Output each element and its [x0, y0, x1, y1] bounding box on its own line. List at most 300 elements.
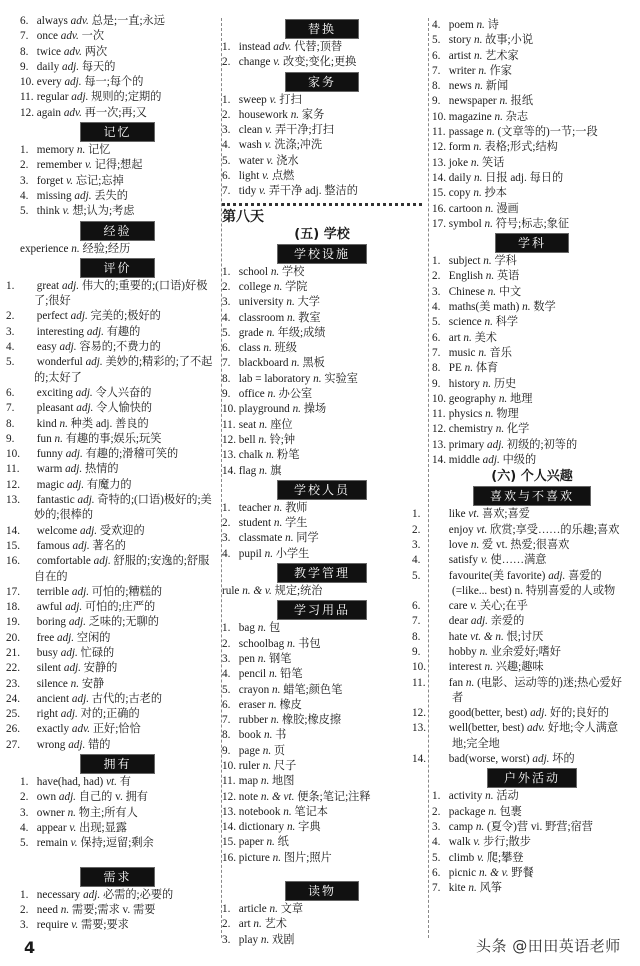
entry-number: 7. — [222, 714, 231, 727]
entry-word: teacher — [238, 501, 272, 514]
entry-definition: 班级 — [274, 342, 297, 355]
section-header-staff: 学校人员 — [278, 481, 366, 499]
entry-word: activity — [448, 790, 483, 803]
entry-word: school — [238, 265, 269, 278]
entry-part-of-speech: n. — [259, 418, 268, 431]
entry-definition: 橡胶;橡皮擦 — [281, 714, 342, 727]
entry-number: 14. — [432, 454, 446, 467]
entry-definition: 错的 — [88, 738, 111, 751]
entry-word: note — [238, 790, 259, 803]
entry-word: bell — [238, 433, 256, 446]
entry-definition: 正好;恰恰 — [92, 723, 141, 736]
reading-list-continued — [432, 18, 632, 232]
entry-word: need — [36, 903, 58, 916]
vocab-entry — [432, 422, 632, 437]
entry-number: 3. — [412, 538, 421, 551]
entry-number: 11. — [432, 126, 446, 139]
entry-word: wash — [238, 139, 262, 152]
entry-number: 2. — [222, 637, 231, 650]
entry-number: 14. — [432, 171, 446, 184]
replace-list — [222, 40, 422, 71]
need-list — [20, 888, 215, 934]
entry-word: pleasant — [36, 402, 74, 415]
entry-definition: 学院 — [285, 280, 308, 293]
vocab-entry — [222, 464, 422, 479]
entry-definition: 家务 — [301, 108, 325, 121]
vocab-entry — [432, 269, 632, 284]
entry-part-of-speech: v. — [273, 56, 281, 69]
entry-number: 4. — [222, 547, 231, 560]
entry-number: 1. — [20, 144, 29, 157]
entry-number: 13. — [222, 805, 236, 818]
entry-part-of-speech: adj. — [71, 692, 89, 705]
entry-part-of-speech: n. — [482, 377, 492, 390]
entry-part-of-speech: v. — [69, 821, 77, 834]
day-title: 第八天 — [222, 208, 264, 225]
entry-part-of-speech: v. — [262, 170, 270, 183]
entry-part-of-speech: n. — [484, 316, 493, 329]
vocab-entry — [222, 713, 422, 728]
vocab-entry — [412, 721, 632, 752]
entry-number: 12. — [432, 141, 446, 154]
vocab-entry — [20, 790, 215, 805]
entry-part-of-speech: n. — [262, 744, 272, 757]
entry-word: package — [448, 805, 486, 818]
vocab-entry — [222, 531, 422, 546]
entry-number: 6. — [432, 866, 441, 879]
entry-word: picture — [238, 851, 270, 864]
entry-number: 13. — [222, 449, 236, 462]
entry-definition: 喜欢;喜爱 — [482, 508, 530, 521]
entry-definition: 爱 vt. 热爱;很喜欢 — [482, 538, 570, 551]
vocab-entry — [432, 789, 632, 804]
vocab-entry — [20, 189, 215, 204]
section-header-experience: 经验 — [81, 222, 153, 240]
entry-part-of-speech: n. — [262, 759, 272, 772]
entry-word: remember — [36, 159, 83, 172]
entry-definition: 舒服的;安逸的;舒服自在的 — [34, 555, 210, 583]
entry-number: 3. — [432, 820, 441, 833]
entry-part-of-speech: n. — [54, 432, 63, 445]
entry-part-of-speech: n. — [484, 217, 493, 230]
entry-number: 9. — [6, 432, 15, 445]
entry-part-of-speech: n. — [478, 346, 487, 359]
entry-definition: 故事;小说 — [485, 34, 534, 47]
entry-part-of-speech: n. — [267, 388, 276, 401]
entry-part-of-speech: adv. — [273, 41, 292, 53]
vocab-entry — [412, 645, 632, 660]
entry-definition: 丢失的 — [94, 189, 128, 202]
vocab-entry — [432, 140, 632, 155]
entry-number: 5. — [20, 837, 29, 850]
entry-part-of-speech: n. — [259, 464, 268, 477]
entry-number: 5. — [6, 356, 15, 369]
section-header-supplies: 学习用品 — [278, 601, 366, 619]
vocab-entry — [432, 254, 632, 269]
vocab-entry — [222, 295, 422, 310]
entry-word: appear — [36, 821, 67, 834]
entry-part-of-speech: n. — [286, 637, 296, 650]
vocab-entry — [432, 79, 632, 94]
entry-word: lab = laboratory — [238, 372, 311, 385]
entry-definition: 表格;形式;结构 — [484, 141, 558, 154]
entry-word: rubber — [238, 714, 268, 727]
school-title: (五) 学校 — [294, 226, 350, 242]
entry-number: 4. — [222, 139, 231, 152]
vocab-entry — [432, 407, 632, 422]
entry-number: 5. — [432, 851, 441, 864]
vocab-entry — [6, 585, 215, 600]
entry-word: English — [448, 270, 483, 283]
entry-number: 7. — [20, 30, 29, 43]
entry-word: eraser — [238, 698, 266, 711]
entry-part-of-speech: v. — [477, 851, 485, 864]
entry-number: 9. — [432, 95, 441, 108]
entry-definition: 可怕的;糟糕的 — [91, 585, 163, 598]
entry-word: chalk — [238, 449, 264, 462]
entry-part-of-speech: n. — [264, 547, 273, 560]
vocab-entry — [412, 507, 632, 522]
entry-part-of-speech: adj. — [71, 585, 89, 598]
entry-word: hate — [448, 630, 468, 643]
entry-number: 11. — [222, 418, 236, 431]
entry-part-of-speech: adj. — [60, 708, 78, 721]
entry-number: 2. — [222, 56, 231, 69]
entry-part-of-speech: adj. — [76, 402, 94, 415]
entry-word: PE — [448, 362, 462, 375]
vocab-entry — [432, 361, 632, 376]
entry-number: 17. — [6, 585, 20, 598]
entry-number: 27. — [6, 738, 20, 751]
entry-number: 15. — [432, 187, 446, 200]
entry-definition: 学生 — [285, 517, 308, 530]
entry-number: 7. — [432, 64, 441, 77]
entry-part-of-speech: n. — [474, 80, 483, 93]
vocab-entry — [432, 285, 632, 300]
entry-definition: 地图 — [272, 775, 295, 788]
vocab-entry — [222, 123, 422, 138]
vocab-entry — [222, 372, 422, 387]
entry-word: experience — [20, 242, 69, 255]
entry-number: 6. — [222, 170, 231, 183]
entry-definition: 自己的 v. 拥有 — [78, 791, 148, 804]
entry-word: classroom — [238, 311, 285, 324]
entry-definition: 关心;在乎 — [479, 600, 528, 613]
entry-word: owner — [36, 806, 65, 819]
entry-definition: 令人兴奋的 — [95, 386, 152, 399]
entry-part-of-speech: n. — [479, 645, 488, 658]
vocab-entry — [6, 707, 215, 722]
entry-word: awful — [36, 601, 63, 614]
vocab-entry — [432, 805, 632, 820]
staff-list — [222, 501, 422, 562]
entry-number: 6. — [6, 386, 15, 399]
vocab-entry — [432, 156, 632, 171]
entry-definition: 文章 — [280, 903, 304, 916]
entry-definition: 教室 — [298, 311, 321, 324]
vocab-entry — [20, 888, 215, 903]
entry-part-of-speech: n. — [266, 326, 275, 339]
entry-part-of-speech: n. — [292, 403, 301, 416]
vocab-entry — [432, 110, 632, 125]
entry-part-of-speech: n. — [76, 144, 86, 157]
entry-part-of-speech: v. — [265, 124, 273, 137]
evaluation-list — [6, 279, 215, 753]
entry-part-of-speech: n. — [473, 141, 482, 154]
column-divider — [428, 18, 429, 938]
entry-part-of-speech: n. — [59, 417, 68, 430]
vocab-entry — [6, 646, 215, 661]
entry-word: history — [448, 377, 480, 390]
entry-number: 11. — [222, 775, 236, 788]
entry-part-of-speech: adj. — [71, 91, 89, 104]
entry-part-of-speech: n. — [285, 532, 294, 545]
entry-definition: 书 — [275, 729, 287, 742]
entry-word: famous — [36, 539, 70, 552]
entry-number: 6. — [222, 698, 231, 711]
entry-part-of-speech: n. — [476, 19, 485, 31]
section-header-memory: 记忆 — [81, 123, 153, 141]
entry-number: 5. — [222, 683, 231, 696]
entry-number: 14. — [6, 524, 20, 537]
entry-number: 9. — [222, 388, 231, 401]
entry-definition: 艺术 — [264, 918, 287, 931]
entry-word: well(better, best) — [448, 722, 525, 735]
vocab-entry — [222, 280, 422, 295]
vocab-entry — [20, 143, 215, 158]
entry-word: necessary — [36, 888, 81, 901]
entry-part-of-speech: v. — [470, 600, 478, 613]
vocab-entry — [222, 774, 422, 789]
entry-number: 2. — [432, 805, 441, 818]
page-number: 4 — [24, 938, 36, 957]
entry-part-of-speech: n. — [286, 821, 296, 834]
entry-number: 21. — [6, 646, 20, 659]
dotted-rule — [222, 203, 422, 206]
entry-definition: 对的;正确的 — [80, 708, 140, 721]
outdoor-list — [432, 789, 632, 896]
entry-definition: 钢笔 — [268, 652, 292, 665]
entry-word: play — [238, 933, 259, 946]
entry-part-of-speech: adj. — [93, 555, 111, 568]
vocab-entry — [432, 453, 632, 468]
entry-definition: 科学 — [495, 316, 519, 329]
entry-word: silence — [36, 677, 68, 690]
entry-word: rule — [222, 585, 240, 598]
entry-definition: 受欢迎的 — [99, 524, 145, 537]
vocab-entry — [432, 346, 632, 361]
entry-word: schoolbag — [238, 637, 285, 650]
entry-word: art — [448, 331, 461, 344]
entry-definition: 抄本 — [484, 187, 507, 200]
entry-number: 6. — [432, 331, 441, 344]
entry-number: 2. — [222, 280, 231, 293]
entry-number: 11. — [432, 408, 446, 421]
entry-part-of-speech: n. — [313, 372, 322, 385]
entry-part-of-speech: n. — [486, 126, 495, 139]
entry-word: good(better, best) — [448, 707, 528, 720]
vocab-entry — [432, 217, 632, 232]
entry-part-of-speech: adj. — [530, 707, 548, 720]
vocab-entry — [432, 377, 632, 392]
entry-number: 24. — [6, 692, 20, 705]
entry-number: 16. — [432, 202, 446, 215]
entry-number: 7. — [222, 185, 231, 198]
experience-entry — [20, 242, 215, 257]
entry-part-of-speech: n. — [286, 311, 296, 324]
entry-part-of-speech: n. — [473, 49, 483, 62]
vocab-entry — [6, 692, 215, 707]
entry-part-of-speech: n. — [266, 836, 275, 849]
vocab-entry — [432, 851, 632, 866]
entry-part-of-speech: n. — [273, 517, 283, 530]
vocab-entry — [20, 60, 215, 75]
vocab-entry — [20, 242, 215, 257]
facilities-list — [222, 265, 422, 479]
entry-part-of-speech: v. — [84, 159, 92, 172]
entry-word: cartoon — [448, 202, 483, 215]
entry-number: 6. — [20, 15, 29, 27]
entry-part-of-speech: n. — [268, 698, 277, 711]
entry-part-of-speech: adj. — [64, 76, 82, 89]
entry-part-of-speech: n. — [263, 729, 273, 742]
vocab-entry — [432, 64, 632, 79]
entry-definition: 忘记;忘掉 — [75, 174, 124, 187]
supplies-list — [222, 621, 422, 866]
entry-part-of-speech: adj. — [86, 325, 104, 338]
entry-definition: 图片;照片 — [283, 851, 332, 864]
entry-definition: 业余爱好;嗜好 — [490, 645, 561, 658]
entry-definition: 初级的;初等的 — [506, 438, 578, 451]
vocab-entry — [222, 683, 422, 698]
entry-word: primary — [448, 438, 485, 451]
entry-definition: 蜡笔;颜色笔 — [283, 683, 343, 696]
vocab-entry — [222, 265, 422, 280]
entry-definition: 艺术家 — [485, 49, 519, 62]
entry-word: dictionary — [238, 821, 285, 834]
entry-part-of-speech: adj. — [74, 189, 92, 202]
vocab-entry — [20, 836, 215, 851]
entry-part-of-speech: adj. — [77, 494, 95, 507]
entry-word: silent — [36, 662, 62, 675]
entry-word: great — [36, 279, 60, 292]
entry-word: interesting — [36, 325, 85, 338]
entry-word: once — [36, 30, 58, 43]
entry-number: 14. — [412, 753, 426, 766]
entry-definition: 日报 adj. 每日的 — [485, 171, 564, 184]
entry-definition: 活动 — [496, 790, 519, 803]
entry-number: 9. — [412, 645, 421, 658]
entry-definition: 便条;笔记;注释 — [297, 790, 371, 803]
entry-word: comfortable — [36, 555, 91, 568]
vocab-entry — [432, 315, 632, 330]
vocab-entry — [222, 341, 422, 356]
entry-word: have(had, had) — [36, 776, 104, 789]
entry-word: pencil — [238, 668, 267, 681]
entry-part-of-speech: v. — [70, 837, 78, 850]
vocab-entry — [222, 55, 422, 70]
entry-word: playground — [238, 403, 290, 416]
entry-word: fun — [36, 432, 52, 445]
entry-number: 6. — [432, 49, 441, 62]
entry-word: ruler — [238, 759, 260, 772]
entry-number: 4. — [432, 836, 441, 849]
vocab-entry — [222, 93, 422, 108]
entry-number: 11. — [20, 91, 34, 104]
entry-definition: 戏剧 — [272, 933, 295, 946]
entry-part-of-speech: n. — [463, 331, 472, 344]
entry-part-of-speech: adv. — [63, 45, 82, 58]
entry-word: copy — [448, 187, 471, 200]
entry-definition: 出现;显露 — [79, 821, 127, 834]
vocab-entry — [412, 630, 632, 645]
vocab-entry — [432, 202, 632, 217]
entry-number: 2. — [20, 159, 29, 172]
entry-part-of-speech: n. — [260, 775, 270, 788]
entry-definition: 粉笔 — [277, 449, 300, 462]
entry-word: joke — [448, 156, 469, 169]
vocab-entry — [222, 501, 422, 516]
entry-word: easy — [36, 341, 57, 354]
entry-word: instead — [238, 41, 271, 53]
entry-part-of-speech: adv. — [60, 30, 79, 43]
entry-part-of-speech: n. & v. — [242, 585, 272, 598]
entry-word: pupil — [238, 547, 262, 560]
vocab-entry — [6, 554, 215, 585]
entry-number: 8. — [6, 417, 15, 430]
vocab-entry — [20, 918, 215, 933]
entry-part-of-speech: n. — [270, 714, 280, 727]
entry-definition: 每天的 — [81, 60, 116, 73]
entry-definition: 物主;所有人 — [78, 806, 138, 819]
entry-part-of-speech: n. — [257, 652, 267, 665]
entry-word: flag — [238, 464, 257, 477]
entry-word: kite — [448, 882, 466, 895]
entry-word: water — [238, 154, 264, 167]
entry-number: 3. — [432, 285, 441, 298]
entry-definition: 实验室 — [324, 372, 358, 385]
entry-part-of-speech: v. — [269, 93, 277, 106]
entry-number: 26. — [6, 723, 20, 736]
entry-definition: 英语 — [496, 270, 520, 283]
entry-definition: 尺子 — [273, 759, 297, 772]
entry-part-of-speech: adj. — [65, 448, 83, 461]
entry-definition: 地理 — [510, 392, 533, 405]
entry-definition: 物理 — [496, 408, 519, 421]
vocab-entry — [222, 169, 422, 184]
entry-definition: 中文 — [498, 285, 522, 298]
entry-number: 13. — [412, 722, 426, 735]
entry-part-of-speech: n. — [485, 408, 494, 421]
entry-part-of-speech: adj. — [65, 601, 83, 614]
entry-definition: 打扫 — [279, 93, 302, 106]
entry-number: 3. — [222, 124, 231, 137]
entry-word: wrong — [36, 738, 66, 751]
vocab-entry — [432, 186, 632, 201]
entry-part-of-speech: adj. — [70, 310, 88, 323]
entry-definition: 美术 — [474, 331, 497, 344]
entry-definition: (文章等的)一节;一段 — [497, 126, 598, 139]
entry-part-of-speech: n. — [487, 285, 497, 298]
entry-word: clean — [238, 124, 263, 137]
entry-part-of-speech: n. — [475, 820, 485, 833]
entry-definition: 页 — [273, 744, 286, 757]
entry-definition: 弄干净;打扫 — [274, 124, 334, 137]
entry-word: picnic — [448, 866, 477, 879]
vocab-entry — [432, 881, 632, 896]
entry-word: tidy — [238, 185, 257, 198]
vocab-entry — [432, 125, 632, 140]
